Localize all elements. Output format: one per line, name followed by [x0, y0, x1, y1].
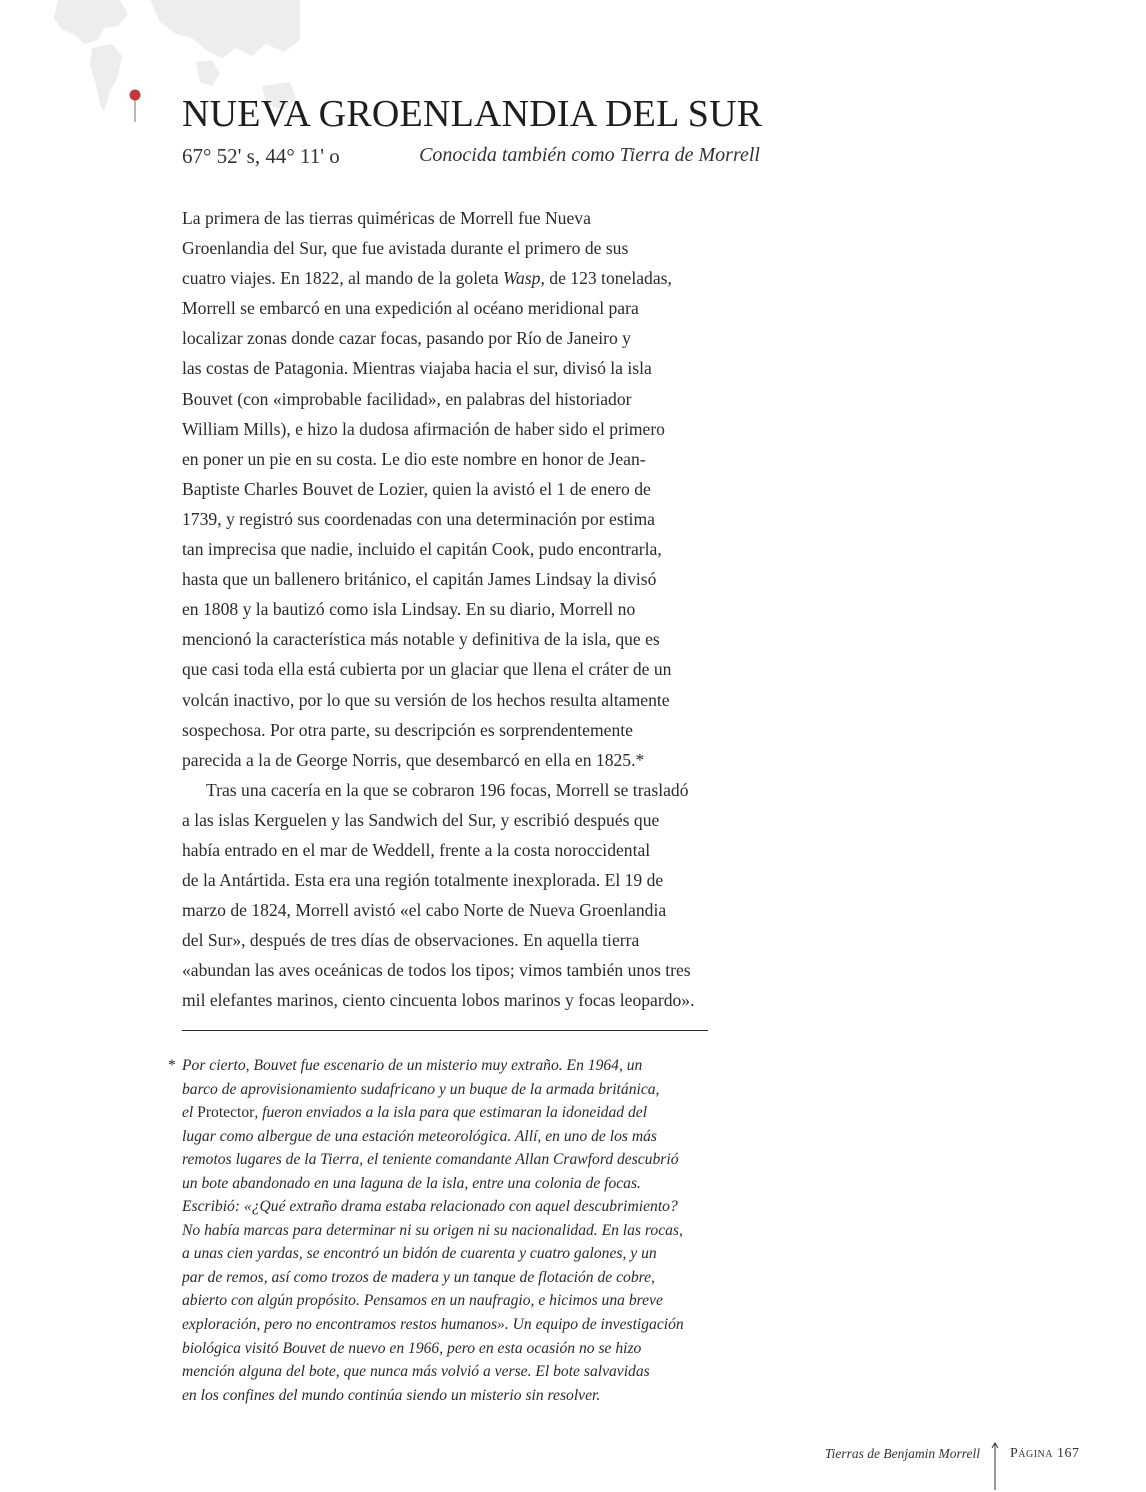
text-line: en 1808 y la bautizó como isla Lindsay. En su diario, Morrell no — [182, 599, 636, 620]
text-line: hasta que un ballenero británico, el capitán James Lindsay la divisó — [182, 569, 657, 590]
text-line: de la Antártida. Esta era una región totalmente inexplorada. El 19 de — [182, 870, 664, 891]
alternate-name: Conocida también como Tierra de Morrell — [419, 144, 760, 166]
footnote-line: No había marcas para determinar ni su origen ni su nacionalidad. En las rocas, — [182, 1221, 683, 1239]
footnote-line: abierto con algún propósito. Pensamos en un naufragio, e hicimos una breve — [182, 1292, 663, 1310]
text-line: mil elefantes marinos, ciento cincuenta lobos marinos y focas leopardo». — [182, 990, 695, 1011]
footnote-line: Escribió: «¿Qué extraño drama estaba relacionado con aquel descubrimiento? — [182, 1198, 678, 1216]
text-line: Tras una cacería en la que se cobraron 196 focas, Morrell se trasladó — [206, 779, 689, 800]
footnote-line: Por cierto, Bouvet fue escenario de un misterio muy extraño. En 1964, un — [182, 1057, 643, 1074]
text-line: William Mills), e hizo la dudosa afirmación de haber sido el primero — [182, 418, 665, 439]
text-segment: cuatro viajes. En 1822, al mando de la goleta — [182, 268, 503, 289]
text-line: en poner un pie en su costa. Le dio este nombre en honor de Jean- — [182, 448, 646, 469]
text-segment: , de 123 toneladas, — [540, 268, 672, 289]
text-segment: , fueron enviados a la isla para que estimaran la idoneidad del — [254, 1104, 648, 1122]
text-segment: el — [182, 1104, 198, 1122]
footnote-line: exploración, pero no encontramos restos humanos». Un equipo de investigación — [182, 1316, 684, 1334]
ship-name: Wasp — [502, 268, 541, 289]
text-line: localizar zonas donde cazar focas, pasando por Río de Janeiro y — [182, 328, 631, 349]
location-pin-icon — [126, 86, 144, 124]
text-line — [182, 263, 710, 293]
footnote-line: remotos lugares de la Tierra, el teniente comandante Allan Crawford descubrió — [182, 1151, 679, 1169]
text-line: «abundan las aves oceánicas de todos los tipos; vimos también unos tres — [182, 960, 691, 981]
footnote-line: un bote abandonado en una laguna de la isla, entre una colonia de focas. — [182, 1174, 641, 1192]
text-line: mencionó la característica más notable y definitiva de la isla, que es — [182, 629, 660, 650]
text-line: Baptiste Charles Bouvet de Lozier, quien la avistó el 1 de enero de — [182, 478, 651, 499]
text-line: parecida a la de George Norris, que desembarcó en ella en 1825.* — [182, 749, 645, 770]
text-line: tan imprecisa que nadie, incluido el capitán Cook, pudo encontrarla, — [182, 539, 662, 560]
footnote-line: biológica visitó Bouvet de nuevo en 1966, pero en esta ocasión no se hizo — [182, 1339, 642, 1357]
text-line: a las islas Kerguelen y las Sandwich del Sur, y escribió después que — [182, 809, 660, 830]
footnote-marker: * — [168, 1057, 176, 1074]
text-line: que casi toda ella está cubierta por un glaciar que llena el cráter de un — [182, 659, 672, 680]
text-line: Morrell se embarcó en una expedición al océano meridional para — [182, 298, 639, 319]
ship-name: Protector — [197, 1104, 255, 1122]
text-line: marzo de 1824, Morrell avistó «el cabo Norte de Nueva Groenlandia — [182, 900, 667, 921]
arrow-up-icon — [989, 1440, 1001, 1490]
footnote-line: lugar como albergue de una estación meteorológica. Allí, en uno de los más — [182, 1127, 657, 1145]
text-line: las costas de Patagonia. Mientras viajaba hacia el sur, divisó la isla — [182, 358, 652, 379]
text-line: La primera de las tierras quiméricas de Morrell fue Nueva — [182, 208, 591, 228]
paragraph-2 — [182, 775, 710, 1016]
footnote-line: en los confines del mundo continúa siendo un misterio sin resolver. — [182, 1386, 601, 1404]
footnote-line: par de remos, así como trozos de madera y un tanque de flotación de cobre, — [182, 1268, 655, 1286]
footnote-divider — [182, 1030, 708, 1031]
text-line: había entrado en el mar de Weddell, frente a la costa noroccidental — [182, 839, 651, 860]
main-text — [182, 203, 710, 1016]
text-line: del Sur», después de tres días de observaciones. En aquella tierra — [182, 930, 640, 951]
text-line: Bouvet (con «improbable facilidad», en palabras del historiador — [182, 388, 632, 409]
text-line: Groenlandia del Sur, que fue avistada durante el primero de sus — [182, 238, 629, 259]
text-line: volcán inactivo, por lo que su versión de los hechos resulta altamente — [182, 689, 670, 710]
footnote-line: barco de aprovisionamiento sudafricano y un buque de la armada británica, — [182, 1080, 660, 1098]
footnote-line: a unas cien yardas, se encontró un bidón de cuarenta y cuatro galones, y un — [182, 1245, 657, 1263]
page-title: NUEVA GROENLANDIA DEL SUR — [182, 93, 763, 135]
coordinates: 67° 52' s, 44° 11' o — [182, 144, 340, 168]
page-number: Página 167 — [1010, 1446, 1080, 1461]
footnote-line — [166, 1101, 714, 1125]
text-line: sospechosa. Por otra parte, su descripción es sorprendentemente — [182, 719, 633, 740]
running-footer-title: Tierras de Benjamin Morrell — [824, 1446, 980, 1461]
footnote — [166, 1054, 714, 1407]
footnote-line: mención alguna del bote, que nunca más volvió a verse. El bote salvavidas — [182, 1363, 650, 1381]
text-line: 1739, y registró sus coordenadas con una determinación por estima — [182, 508, 655, 529]
paragraph-1 — [182, 203, 710, 775]
